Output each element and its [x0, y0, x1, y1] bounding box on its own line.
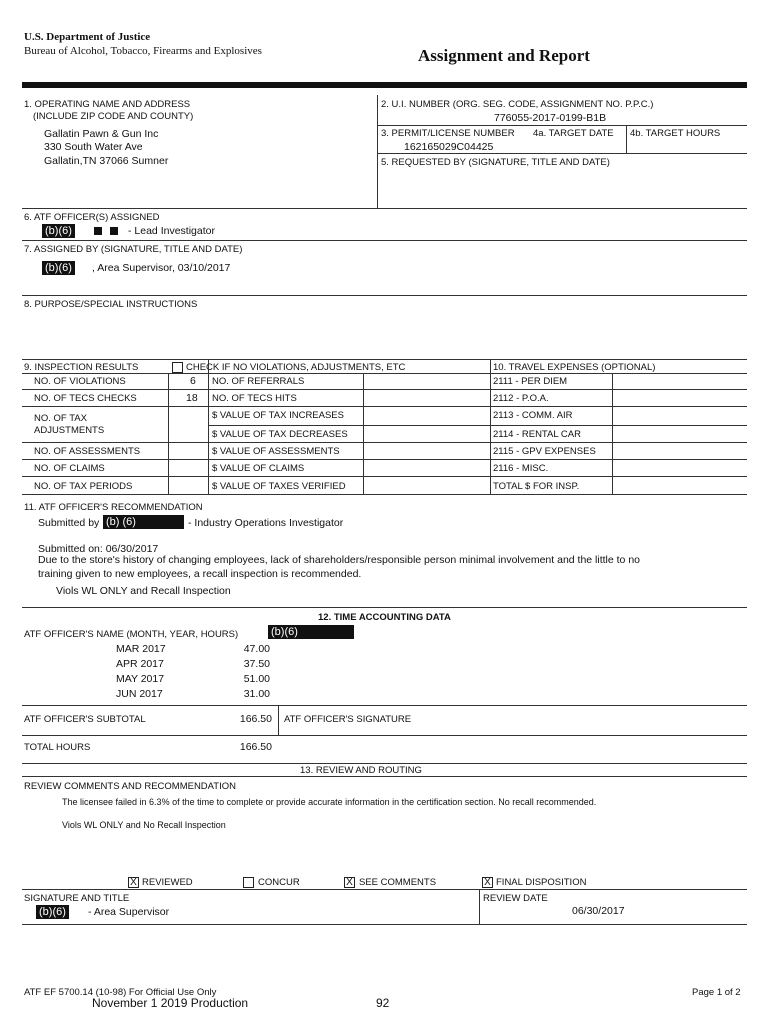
see-comments-label: SEE COMMENTS [359, 877, 437, 888]
tecs-checks-label: NO. OF TECS CHECKS [34, 393, 137, 404]
bureau-name: Bureau of Alcohol, Tobacco, Firearms and Explosives [24, 45, 262, 57]
operating-city: Gallatin,TN 37066 Sumner [44, 155, 169, 167]
submitted-by-label: Submitted by [38, 517, 100, 529]
target-date-label: 4a. TARGET DATE [533, 128, 614, 139]
assigned-by-value: , Area Supervisor, 03/10/2017 [92, 262, 231, 274]
operating-name-label: 1. OPERATING NAME AND ADDRESS [24, 99, 191, 110]
ui-number-label: 2. U.I. NUMBER (ORG. SEG. CODE, ASSIGNMENT NO. P.P.C.) [381, 99, 654, 110]
recommendation-viols: Viols WL ONLY and Recall Inspection [56, 585, 231, 597]
permit-number-label: 3. PERMIT/LICENSE NUMBER [381, 128, 515, 139]
tax-decreases-label: $ VALUE OF TAX DECREASES [212, 429, 348, 440]
final-disposition-checkbox[interactable]: X [482, 877, 493, 888]
travel-per-diem: 2111 - PER DIEM [493, 376, 568, 387]
officer-role: - Lead Investigator [128, 225, 215, 237]
hours-jun: 31.00 [243, 688, 270, 700]
officer-redaction: (b)(6) [42, 224, 75, 238]
submitted-on: Submitted on: 06/30/2017 [38, 543, 159, 555]
time-accounting-title: 12. TIME ACCOUNTING DATA [318, 612, 451, 623]
recommendation-text-2: training given to new employees, a recall inspection is recommended. [38, 568, 362, 580]
month-mar: MAR 2017 [116, 643, 166, 655]
travel-rental-car: 2114 - RENTAL CAR [493, 429, 581, 440]
hours-apr: 37.50 [243, 658, 270, 670]
travel-poa: 2112 - P.O.A. [493, 393, 549, 404]
officer-subtotal-label: ATF OFFICER'S SUBTOTAL [24, 714, 146, 725]
tecs-checks-value: 18 [186, 392, 198, 404]
requested-by-label: 5. REQUESTED BY (SIGNATURE, TITLE AND DATE) [381, 157, 610, 168]
assessments-value-label: $ VALUE OF ASSESSMENTS [212, 446, 340, 457]
operating-name: Gallatin Pawn & Gun Inc [44, 128, 159, 140]
submitted-by-redaction: (b) (6) [103, 515, 184, 529]
officer-signature-label: ATF OFFICER'S SIGNATURE [284, 714, 412, 725]
hours-may: 51.00 [243, 673, 270, 685]
claims-value-label: $ VALUE OF CLAIMS [212, 463, 305, 474]
month-apr: APR 2017 [116, 658, 164, 670]
tecs-hits-label: NO. OF TECS HITS [212, 393, 297, 404]
review-routing-title: 13. REVIEW AND ROUTING [300, 765, 422, 776]
review-viols: Viols WL ONLY and No Recall Inspection [62, 820, 226, 830]
department-name: U.S. Department of Justice [24, 31, 151, 43]
ui-number-value: 776055-2017-0199-B1B [494, 112, 607, 124]
taxes-verified-label: $ VALUE OF TAXES VERIFIED [212, 481, 346, 492]
reviewer-redaction: (b)(6) [36, 905, 69, 919]
recommendation-text-1: Due to the store's history of changing employees, lack of shareholders/responsible person minimal involvement and the little to no [38, 554, 640, 566]
recommendation-label: 11. ATF OFFICER'S RECOMMENDATION [24, 502, 203, 513]
referrals-label: NO. OF REFERRALS [212, 376, 305, 387]
time-officer-redaction: (b)(6) [268, 625, 354, 639]
bates-number: 92 [376, 996, 390, 1010]
production-stamp: November 1 2019 Production [92, 996, 249, 1010]
concur-checkbox[interactable] [243, 877, 254, 888]
reviewed-label: REVIEWED [142, 877, 193, 888]
travel-gpv: 2115 - GPV EXPENSES [493, 446, 596, 457]
submitted-by-role: - Industry Operations Investigator [188, 517, 344, 529]
travel-misc: 2116 - MISC. [493, 463, 549, 474]
reviewed-checkbox[interactable]: X [128, 877, 139, 888]
tax-adjustments-label: NO. OF TAX ADJUSTMENTS [34, 413, 105, 436]
total-hours: 166.50 [239, 741, 272, 753]
no-violations-label: CHECK IF NO VIOLATIONS, ADJUSTMENTS, ETC [186, 362, 406, 373]
assessments-label: NO. OF ASSESSMENTS [34, 446, 141, 457]
tax-periods-label: NO. OF TAX PERIODS [34, 481, 133, 492]
redaction-mark [94, 227, 102, 235]
violations-value: 6 [190, 375, 196, 387]
page-number: Page 1 of 2 [692, 987, 741, 998]
travel-comm-air: 2113 - COMM. AIR [493, 410, 573, 421]
operating-street: 330 South Water Ave [44, 141, 143, 153]
total-hours-label: TOTAL HOURS [24, 742, 91, 753]
target-hours-label: 4b. TARGET HOURS [630, 128, 721, 139]
review-date-label: REVIEW DATE [483, 893, 548, 904]
signature-title-label: SIGNATURE AND TITLE [24, 893, 130, 904]
form-number: ATF EF 5700.14 (10-98) For Official Use Only [24, 987, 217, 998]
officers-assigned-label: 6. ATF OFFICER(S) ASSIGNED [24, 212, 160, 223]
redaction-mark [110, 227, 118, 235]
claims-label: NO. OF CLAIMS [34, 463, 105, 474]
header-rule [22, 82, 747, 88]
review-comments-label: REVIEW COMMENTS AND RECOMMENDATION [24, 781, 236, 792]
see-comments-checkbox[interactable]: X [344, 877, 355, 888]
review-comment: The licensee failed in 6.3% of the time to complete or provide accurate information in the certification section. No recall recommended. [62, 797, 597, 807]
concur-label: CONCUR [258, 877, 300, 888]
travel-expenses-label: 10. TRAVEL EXPENSES (OPTIONAL) [493, 362, 656, 373]
violations-label: NO. OF VIOLATIONS [34, 376, 126, 387]
assigned-by-redaction: (b)(6) [42, 261, 75, 275]
form-title: Assignment and Report [418, 46, 590, 65]
permit-number-value: 162165029C04425 [404, 141, 494, 153]
officer-name-label: ATF OFFICER'S NAME (MONTH, YEAR, HOURS) [24, 629, 239, 640]
assigned-by-label: 7. ASSIGNED BY (SIGNATURE, TITLE AND DATE) [24, 244, 243, 255]
inspection-results-label: 9. INSPECTION RESULTS [24, 362, 139, 373]
travel-total: TOTAL $ FOR INSP. [493, 481, 580, 492]
review-date: 06/30/2017 [572, 905, 625, 917]
final-disposition-label: FINAL DISPOSITION [496, 877, 587, 888]
tax-increases-label: $ VALUE OF TAX INCREASES [212, 410, 344, 421]
reviewer-title: - Area Supervisor [88, 906, 170, 918]
officer-subtotal: 166.50 [239, 713, 272, 725]
purpose-label: 8. PURPOSE/SPECIAL INSTRUCTIONS [24, 299, 198, 310]
hours-mar: 47.00 [243, 643, 270, 655]
month-jun: JUN 2017 [116, 688, 163, 700]
month-may: MAY 2017 [116, 673, 165, 685]
operating-address-sublabel: (INCLUDE ZIP CODE AND COUNTY) [33, 111, 194, 122]
no-violations-checkbox[interactable] [172, 362, 183, 373]
